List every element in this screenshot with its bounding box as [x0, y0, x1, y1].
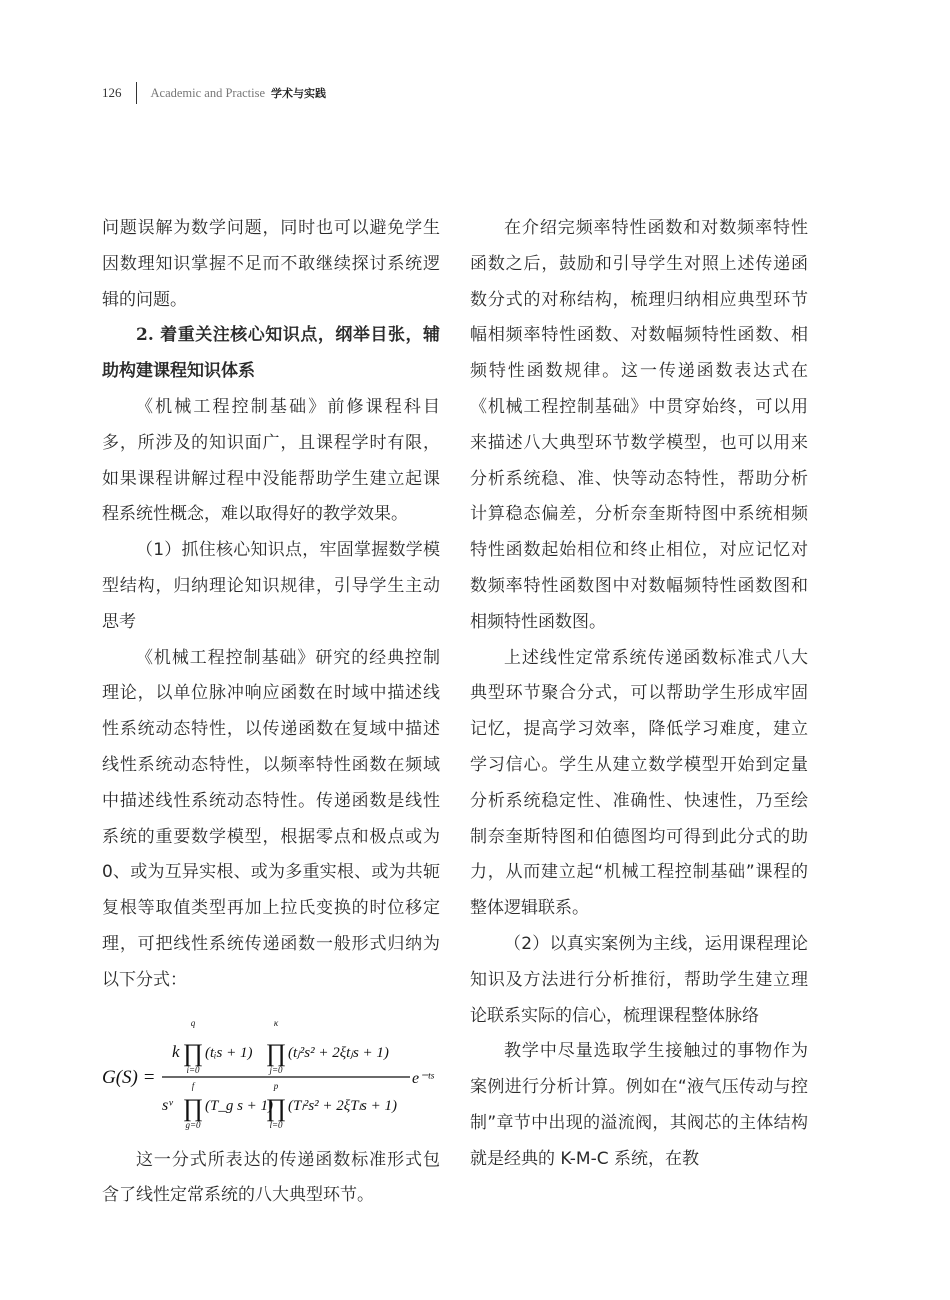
denominator-second-order: (Tₗ²s² + 2ξTₗs + 1)	[288, 1097, 397, 1114]
limit-f: f	[191, 1080, 195, 1091]
paragraph: 《机械工程控制基础》前修课程科目多，所涉及的知识面广，且课程学时有限，如果课程讲解过程中没能帮助学生建立起课程系统性概念，难以取得好的教学效果。	[102, 396, 440, 525]
formula-svg	[102, 1013, 440, 1131]
paragraph: 问题误解为数学问题，同时也可以避免学生因数理知识掌握不足而不敢继续探讨系统逻辑的问题。	[102, 218, 440, 310]
journal-title-en: Academic and Practise	[150, 85, 266, 100]
formula-lhs: G(S) =	[102, 1066, 156, 1088]
numerator-k: k	[172, 1041, 180, 1061]
header-divider	[136, 82, 137, 104]
subsection-heading: （2）以真实案例为主线，运用课程理论知识及方法进行分析推衍，帮助学生建立理论联系实际的信心，梳理课程整体脉络	[470, 933, 808, 1026]
paragraph: 上述线性定常系统传递函数标准式八大典型环节聚合分式，可以帮助学生形成牢固记忆，提高学习效率，降低学习难度，建立学习信心。学生从建立数学模型开始到定量分析系统稳定性、准确性、快速性，乃至绘制奈奎斯特图和伯德图均可得到此分式的助力，从而建立起“机械工程控制基础”课程的整体逻辑联系。	[470, 647, 808, 919]
limit-q: q	[190, 1017, 196, 1028]
running-header	[102, 82, 326, 104]
limit-p: p	[273, 1080, 279, 1091]
left-column	[102, 211, 440, 1214]
limit-j0: j=0	[269, 1064, 283, 1075]
denominator-first-order: (T_g s + 1)	[205, 1097, 274, 1114]
product-symbol: ∏	[182, 1039, 204, 1067]
limit-l0: l=0	[269, 1119, 283, 1130]
limit-kappa: κ	[273, 1017, 279, 1028]
product-symbol: ∏	[265, 1094, 287, 1122]
product-symbol: ∏	[182, 1094, 204, 1122]
numerator-second-order: (tⱼ²s² + 2ξtⱼs + 1)	[288, 1044, 389, 1061]
transfer-function-formula	[102, 1013, 440, 1131]
subsection-heading: （1）抓住核心知识点，牢固掌握数学模型结构，归纳理论知识规律，引导学生主动思考	[102, 540, 440, 632]
paragraph: 这一分式所表达的传递函数标准形式包含了线性定常系统的八大典型环节。	[102, 1149, 440, 1206]
paragraph: 在介绍完频率特性函数和对数频率特性函数之后，鼓励和引导学生对照上述传递函数分式的对称结构，梳理归纳相应典型环节幅相频率特性函数、对数幅频特性函数、相频特性函数规律。这一传递函数表达式在《机械工程控制基础》中贯穿始终，可以用来描述八大典型环节数学模型，也可以用来分析系统稳、准、快等动态特性，帮助分析计算稳态偏差，分析奈奎斯特图中系统相频特性函数起始相位和终止相位，对应记忆对数频率特性函数图中对数幅频特性函数图和相频特性函数图。	[470, 218, 808, 632]
limit-g0: g=0	[185, 1119, 201, 1130]
numerator-first-order: (tᵢs + 1)	[205, 1044, 253, 1061]
paragraph: 教学中尽量选取学生接触过的事物作为案例进行分析计算。例如在“液气压传动与控制”章节中出现的溢流阀，其阀芯的主体结构就是经典的 K-M-C 系统，在教	[470, 1041, 808, 1169]
denominator-sv: sᵛ	[162, 1096, 173, 1114]
limit-i0: i=0	[186, 1064, 200, 1075]
section-heading: 2. 着重关注核心知识点，纲举目张，辅助构建课程知识体系	[102, 325, 440, 382]
paragraph: 《机械工程控制基础》研究的经典控制理论，以单位脉冲响应函数在时域中描述线性系统动态特性，以传递函数在复域中描述线性系统动态特性，以频率特性函数在频域中描述线性系统动态特性。传递函数是线性系统的重要数学模型，根据零点和极点或为 0、或为互异实根、或为多重实根、或为共轭复根等取值类型再加上拉氏变换的时位移定理，可把线性系统传递函数一般形式归纳为以下分式：	[102, 647, 440, 990]
delay-term: e⁻ᵗˢ	[412, 1069, 434, 1087]
product-symbol: ∏	[265, 1039, 287, 1067]
journal-title-cn: 学术与实践	[271, 87, 327, 100]
right-column	[470, 211, 808, 1178]
page-number: 126	[102, 85, 122, 100]
